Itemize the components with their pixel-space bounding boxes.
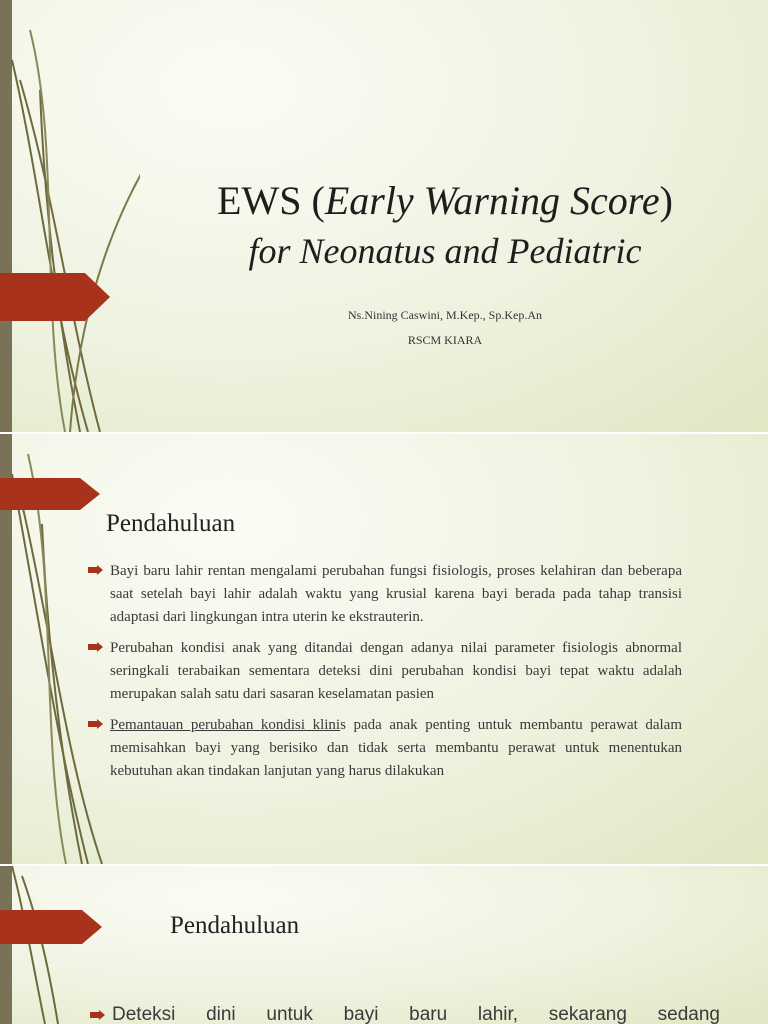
bullet-list bbox=[86, 560, 682, 791]
accent-tab bbox=[0, 910, 102, 944]
arrow-bullet-icon bbox=[88, 642, 103, 652]
slide-title: EWS (Early Warning Score) for Neonatus and Pediatric bbox=[217, 178, 673, 271]
arrow-bullet-icon bbox=[88, 719, 103, 729]
intro-slide-2: Pendahuluan Deteksi dini untuk bayi baru lahir, sekarang sedang bbox=[0, 866, 768, 1024]
grass-decoration bbox=[0, 866, 140, 1024]
institution: RSCM KIARA bbox=[407, 333, 483, 347]
accent-tab bbox=[0, 478, 100, 510]
section-heading: Pendahuluan bbox=[106, 510, 236, 537]
list-item: Bayi baru lahir rentan mengalami perubahan fungsi fisiologis, proses kelahiran dan beberapa saat setelah bayi lahir adalah waktu yang krusial karena bayi berada pada tahap transisi adaptasi dari lingkungan intra uterin ke ekstrauterin. bbox=[86, 560, 682, 629]
arrow-bullet-icon bbox=[88, 565, 103, 575]
author: Ns.Nining Caswini, M.Kep., Sp.Kep.An bbox=[348, 308, 542, 322]
left-strip bbox=[0, 866, 12, 1024]
left-strip bbox=[0, 0, 12, 432]
intro-slide bbox=[0, 434, 768, 864]
list-item: Pemantauan perubahan kondisi klinis pada anak penting untuk membantu perawat dalam memisahkan bayi yang berisiko dan tidak serta membantu perawat untuk menentukan kebutuhan akan tindakan lanjutan yang harus dilakukan bbox=[86, 714, 682, 783]
section-heading: Pendahuluan bbox=[170, 912, 300, 939]
arrow-bullet-icon bbox=[90, 1010, 105, 1020]
grass-decoration bbox=[0, 0, 140, 432]
title-slide bbox=[0, 0, 768, 432]
accent-tab bbox=[0, 273, 110, 321]
list-item: Perubahan kondisi anak yang ditandai dengan adanya nilai parameter fisiologis abnormal seringkali terabaikan sementara deteksi dini perubahan kondisi bayi tepat waktu adalah merupakan salah satu dari sasaran keselamatan pasien bbox=[86, 637, 682, 706]
